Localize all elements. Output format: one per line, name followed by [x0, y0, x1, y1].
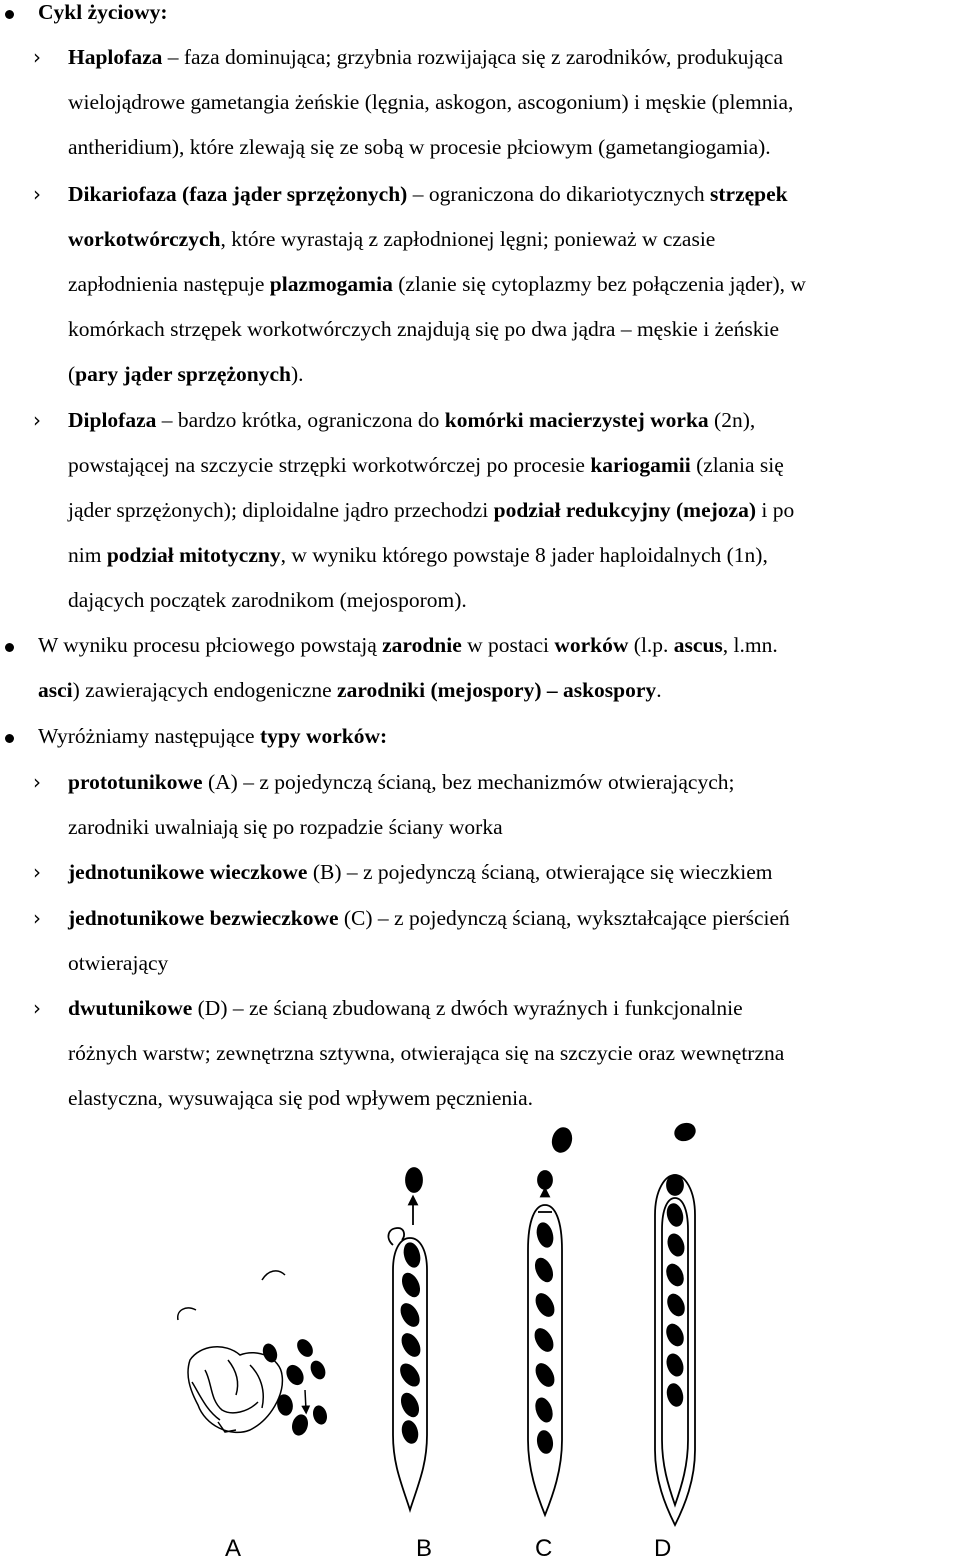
- bullet-dot: [5, 643, 14, 652]
- section-title: [38, 0, 168, 24]
- diplofaza-text: i po: [756, 498, 795, 522]
- dikariofaza-bold: plazmogamia: [269, 272, 393, 296]
- haplofaza-text: wielojądrowe gametangia żeńskie (lęgnia, askogon, ascogonium) i męskie (plemnia,: [68, 90, 794, 114]
- figure-label-d: D: [654, 1535, 672, 1562]
- diplofaza-text: (2n),: [708, 408, 756, 432]
- chevron-icon: ›: [33, 45, 41, 69]
- dikariofaza-term: Dikariofaza (faza jąder sprzężonych): [68, 182, 408, 206]
- ascus-c-drawing: [528, 1126, 574, 1515]
- bullet2-bold: zarodniki (mejospory) – askospory: [337, 678, 657, 702]
- diplofaza-line-1: [68, 408, 755, 432]
- dikariofaza-text: , które wyrastają z zapłodnionej lęgni; ponieważ w czasie: [220, 227, 716, 251]
- bullet2-line-1: [38, 633, 778, 657]
- diplofaza-text: nim: [68, 543, 107, 567]
- diplofaza-bold: podział mitotyczny: [106, 543, 281, 567]
- type-jednotunikowe-bezwieczkowe-cont: [68, 951, 168, 975]
- bullet2-bold: asci: [38, 678, 73, 702]
- type-dwutunikowe: [68, 996, 743, 1020]
- bullet2-text: (l.p.: [628, 633, 674, 657]
- type-text: elastyczna, wysuwająca się pod wpływem pęcznienia.: [68, 1086, 534, 1110]
- diplofaza-bold: podział redukcyjny (mejoza): [493, 498, 756, 522]
- type-term: prototunikowe: [68, 770, 203, 794]
- diplofaza-text: jąder sprzężonych); diploidalne jądro przechodzi: [68, 498, 494, 522]
- bullet2-text: W wyniku procesu płciowego powstają: [38, 633, 383, 657]
- ascus-d-drawing: [655, 1121, 697, 1525]
- type-prototunikowe: [68, 770, 734, 794]
- bullet2-text: .: [656, 678, 662, 702]
- dikariofaza-text: (zlanie się cytoplazmy bez połączenia jąder), w: [392, 272, 806, 296]
- bullet2-line-2: [38, 678, 662, 702]
- diplofaza-line-2: [68, 453, 784, 477]
- bullet2-bold: worków: [554, 633, 629, 657]
- figure-label-b: B: [416, 1535, 433, 1562]
- type-text: (C) – z pojedynczą ścianą, wykształcające pierścień: [338, 906, 790, 930]
- chevron-icon: ›: [33, 906, 41, 930]
- dikariofaza-text: (: [68, 362, 76, 386]
- haplofaza-line-2: [68, 90, 793, 114]
- diplofaza-term: Diplofaza: [68, 408, 157, 432]
- bullet3-intro: [38, 724, 387, 748]
- ascus-a-drawing: [178, 1271, 328, 1437]
- ascus-b-drawing: [388, 1168, 427, 1510]
- diplofaza-line-4: [68, 543, 768, 567]
- haplofaza-text: antheridium), które zlewają się ze sobą w procesie płciowym (gametangiogamia).: [68, 135, 771, 159]
- dikariofaza-line-4: [68, 317, 779, 341]
- diplofaza-bold: kariogamii: [590, 453, 691, 477]
- dikariofaza-bold: workotwórczych: [68, 227, 221, 251]
- bullet2-text: ) zawierających endogeniczne: [72, 678, 338, 702]
- ascus-types-illustration: [0, 1120, 960, 1540]
- bullet2-text: , l.mn.: [722, 633, 778, 657]
- diplofaza-bold: komórki macierzystej worka: [444, 408, 709, 432]
- dikariofaza-text: ).: [290, 362, 304, 386]
- dikariofaza-line-5: [68, 362, 304, 386]
- bullet-dot: [5, 10, 14, 19]
- dikariofaza-line-3: [68, 272, 806, 296]
- type-jednotunikowe-bezwieczkowe: [68, 906, 790, 930]
- diplofaza-text: – bardzo krótka, ograniczona do: [156, 408, 445, 432]
- bullet3-bold: typy worków:: [259, 724, 388, 748]
- chevron-icon: ›: [33, 996, 41, 1020]
- bullet3-text: Wyróżniamy następujące: [38, 724, 260, 748]
- diplofaza-line-3: [68, 498, 794, 522]
- diplofaza-text: (zlania się: [690, 453, 784, 477]
- diplofaza-line-5: [68, 588, 467, 612]
- type-text: (A) – z pojedynczą ścianą, bez mechanizmów otwierających;: [202, 770, 735, 794]
- diplofaza-text: , w wyniku którego powstaje 8 jader haploidalnych (1n),: [280, 543, 768, 567]
- type-dwutunikowe-cont: [68, 1041, 784, 1065]
- bullet2-bold: ascus: [673, 633, 723, 657]
- diplofaza-text: powstającej na szczycie strzępki workotwórczej po procesie: [68, 453, 591, 477]
- type-text: (B) – z pojedynczą ścianą, otwierające się wieczkiem: [307, 860, 773, 884]
- type-term: jednotunikowe bezwieczkowe: [68, 906, 339, 930]
- dikariofaza-bold: pary jąder sprzężonych: [75, 362, 291, 386]
- section-title-text: Cykl życiowy:: [38, 0, 168, 24]
- type-text: otwierający: [68, 951, 169, 975]
- chevron-icon: ›: [33, 860, 41, 884]
- figure-label-a: A: [225, 1535, 242, 1562]
- type-jednotunikowe-wieczkowe: [68, 860, 773, 884]
- dikariofaza-line-2: [68, 227, 715, 251]
- type-text: zarodniki uwalniają się po rozpadzie ściany worka: [68, 815, 503, 839]
- type-text: różnych warstw; zewnętrzna sztywna, otwierająca się na szczycie oraz wewnętrzna: [68, 1041, 785, 1065]
- dikariofaza-line-1: [68, 182, 788, 206]
- chevron-icon: ›: [33, 770, 41, 794]
- haplofaza-text: – faza dominująca; grzybnia rozwijająca się z zarodników, produkująca: [162, 45, 783, 69]
- dikariofaza-text: zapłodnienia następuje: [68, 272, 270, 296]
- type-term: dwutunikowe: [68, 996, 193, 1020]
- figure-label-c: C: [535, 1535, 553, 1562]
- diplofaza-text: dających początek zarodnikom (mejosporom).: [68, 588, 467, 612]
- haplofaza-line-3: [68, 135, 771, 159]
- bullet2-text: w postaci: [461, 633, 555, 657]
- dikariofaza-text: – ograniczona do dikariotycznych: [407, 182, 711, 206]
- chevron-icon: ›: [33, 182, 41, 206]
- type-term: jednotunikowe wieczkowe: [68, 860, 308, 884]
- dikariofaza-bold: strzępek: [710, 182, 788, 206]
- bullet2-bold: zarodnie: [382, 633, 462, 657]
- type-dwutunikowe-cont2: [68, 1086, 533, 1110]
- dikariofaza-text: komórkach strzępek workotwórczych znajdują się po dwa jądra – męskie i żeńskie: [68, 317, 780, 341]
- haplofaza-term: Haplofaza: [68, 45, 163, 69]
- chevron-icon: ›: [33, 408, 41, 432]
- haplofaza-line-1: [68, 45, 783, 69]
- type-prototunikowe-cont: [68, 815, 503, 839]
- type-text: (D) – ze ścianą zbudowaną z dwóch wyraźnych i funkcjonalnie: [192, 996, 743, 1020]
- bullet-dot: [5, 734, 14, 743]
